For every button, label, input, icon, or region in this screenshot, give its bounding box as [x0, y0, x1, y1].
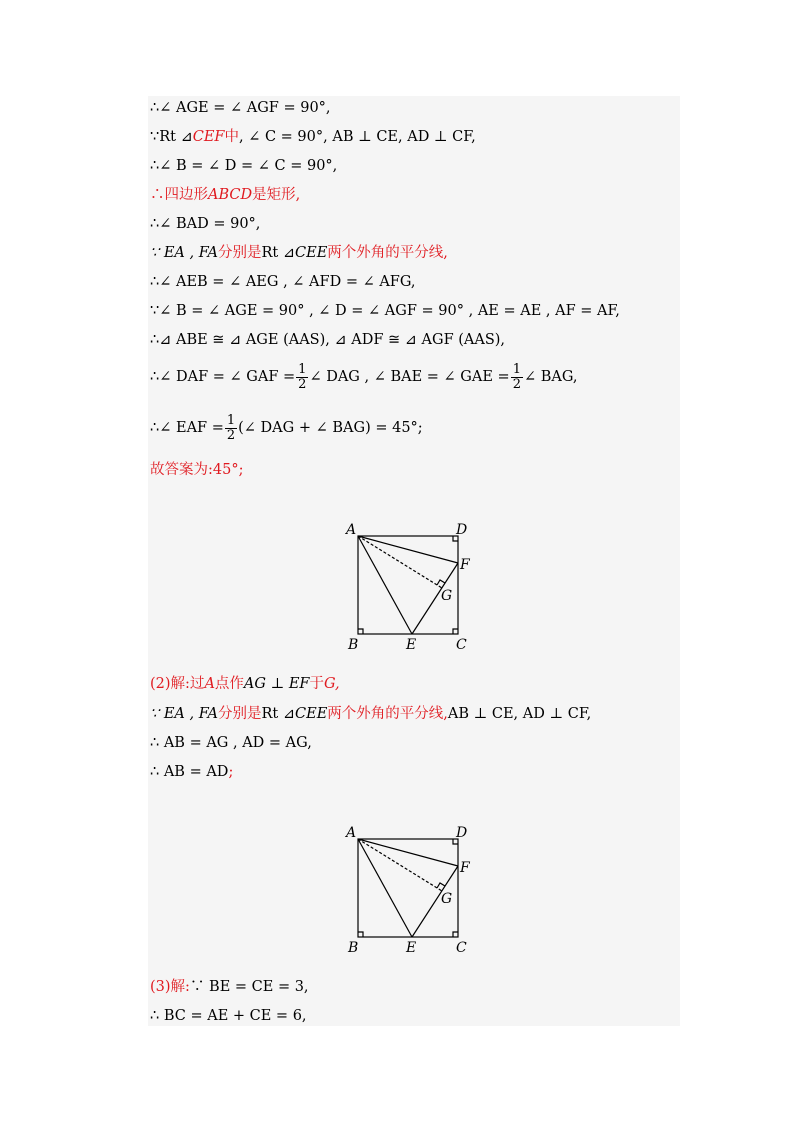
- fig1-label-f: F: [460, 557, 470, 573]
- line-9: [150, 330, 505, 350]
- fig2-label-c: C: [456, 940, 467, 956]
- part2-l2-c: Rt ⊿: [261, 706, 296, 722]
- line-11-b: (∠ DAG + ∠ BAG) = 45°;: [238, 420, 423, 436]
- line-6-d: CEE: [295, 245, 328, 261]
- line-6-b: 分别是: [218, 245, 262, 261]
- line-11: [150, 410, 423, 446]
- part2-e: 于: [309, 676, 324, 692]
- fraction-1-num: 1: [298, 361, 307, 377]
- fraction-half-1: [296, 363, 308, 392]
- part2-l2-a: ∵ EA , FA: [150, 706, 218, 722]
- part2-line-3: [150, 733, 312, 753]
- fig1-label-e: E: [406, 637, 417, 653]
- line-4-b: ABCD: [208, 187, 253, 203]
- fig2-right-angle-c: [453, 932, 458, 937]
- fig2-label-d: D: [456, 825, 468, 841]
- fig1-label-b: B: [348, 637, 359, 653]
- part3-line-1: [150, 977, 309, 997]
- fig2-line-af: [358, 839, 458, 866]
- fig2-square: [358, 839, 458, 937]
- line-4-a: ∴四边形: [150, 187, 208, 203]
- fig2-label-b: B: [348, 940, 359, 956]
- fig1-label-a: A: [346, 522, 357, 538]
- part2-c: 点作: [214, 676, 244, 692]
- fraction-2-den: 2: [512, 376, 521, 392]
- line-3: [150, 156, 337, 176]
- part2-l4-b: ;: [228, 764, 234, 780]
- part2-line-1: [150, 674, 340, 694]
- line-1-text: ∴∠ AGE = ∠ AGF = 90°,: [150, 100, 331, 116]
- fig2-line-ae: [358, 839, 412, 937]
- part3-l2-text: ∴ BC = AE + CE = 6,: [150, 1008, 307, 1024]
- fig2-right-angle-b: [358, 932, 363, 937]
- line-10: [150, 359, 578, 395]
- line-5-text: ∴∠ BAD = 90°,: [150, 216, 261, 232]
- part3-line-2: [150, 1006, 307, 1026]
- part3-b: ∵ BE = CE = 3,: [189, 979, 309, 995]
- part2-l4-a: ∴ AB = AD: [150, 764, 229, 780]
- fig1-right-angle-c: [453, 629, 458, 634]
- part2-a: (2)解:过: [150, 676, 205, 692]
- line-2-cef: CEF: [192, 129, 225, 145]
- line-6-c: Rt ⊿: [261, 245, 296, 261]
- line-11-a: ∴∠ EAF =: [150, 420, 224, 436]
- line-9-text: ∴⊿ ABE ≅ ⊿ AGE (AAS), ⊿ ADF ≅ ⊿ AGF (AAS),: [150, 332, 506, 348]
- fig1-right-angle-b: [358, 629, 363, 634]
- line-10-b: ∠ DAG , ∠ BAE = ∠ GAE =: [309, 369, 510, 385]
- square-figure-1: [340, 518, 480, 654]
- fig2-label-e: E: [406, 940, 417, 956]
- fig1-square: [358, 536, 458, 634]
- fig1-label-c: C: [456, 637, 467, 653]
- part2-l2-d: CEE: [295, 706, 328, 722]
- fraction-half-2: [511, 363, 523, 392]
- line-5: [150, 214, 260, 234]
- line-8: [150, 301, 620, 321]
- part2-l2-b: 分别是: [218, 706, 262, 722]
- line-6-e: 两个外角的平分线,: [327, 245, 448, 261]
- part2-l2-f: AB ⊥ CE, AD ⊥ CF,: [447, 706, 592, 722]
- fraction-1-den: 2: [298, 376, 307, 392]
- fig2-label-g: G: [441, 891, 453, 907]
- fig1-line-ag: [358, 536, 442, 588]
- square-figure-2: [340, 821, 480, 957]
- line-2-rest: , ∠ C = 90°, AB ⊥ CE, AD ⊥ CF,: [238, 129, 476, 145]
- fig1-line-af: [358, 536, 458, 563]
- fig1-label-g: G: [441, 588, 453, 604]
- part2-l2-e: 两个外角的平分线,: [327, 706, 448, 722]
- fig2-line-ag: [358, 839, 442, 891]
- fig2-label-f: F: [460, 860, 470, 876]
- fig1-line-ae: [358, 536, 412, 634]
- line-10-c: ∠ BAG,: [523, 369, 578, 385]
- answer-text: 故答案为:45°;: [150, 462, 244, 478]
- line-6-a: ∵ EA , FA: [150, 245, 218, 261]
- line-7: [150, 272, 416, 292]
- part2-d: AG ⊥ EF: [243, 676, 310, 692]
- fig2-label-a: A: [346, 825, 357, 841]
- line-8-text: ∵∠ B = ∠ AGE = 90° , ∠ D = ∠ AGF = 90° , AE = AE , AF = AF,: [150, 303, 620, 319]
- fraction-3-num: 1: [226, 412, 236, 428]
- line-4: [150, 185, 300, 205]
- answer-line: [150, 460, 243, 480]
- part2-l3-text: ∴ AB = AG , AD = AG,: [150, 735, 312, 751]
- line-2-zhong: 中: [224, 129, 239, 145]
- fraction-3-den: 2: [226, 427, 236, 443]
- fraction-2-num: 1: [512, 361, 521, 377]
- line-7-text: ∴∠ AEB = ∠ AEG , ∠ AFD = ∠ AFG,: [150, 274, 416, 290]
- line-3-text: ∴∠ B = ∠ D = ∠ C = 90°,: [150, 158, 338, 174]
- line-6: [150, 243, 448, 263]
- line-1: [150, 98, 331, 118]
- line-10-a: ∴∠ DAF = ∠ GAF =: [150, 369, 296, 385]
- line-2: [150, 127, 476, 147]
- fraction-half-3: [225, 414, 237, 443]
- part2-b: A: [204, 676, 215, 692]
- fig1-label-d: D: [456, 522, 468, 538]
- part2-line-4: [150, 762, 233, 782]
- line-2-pre: ∵Rt ⊿: [150, 129, 193, 145]
- part2-line-2: [150, 704, 591, 724]
- part2-f: G,: [323, 676, 340, 692]
- line-4-c: 是矩形,: [252, 187, 301, 203]
- part3-a: (3)解:: [150, 979, 190, 995]
